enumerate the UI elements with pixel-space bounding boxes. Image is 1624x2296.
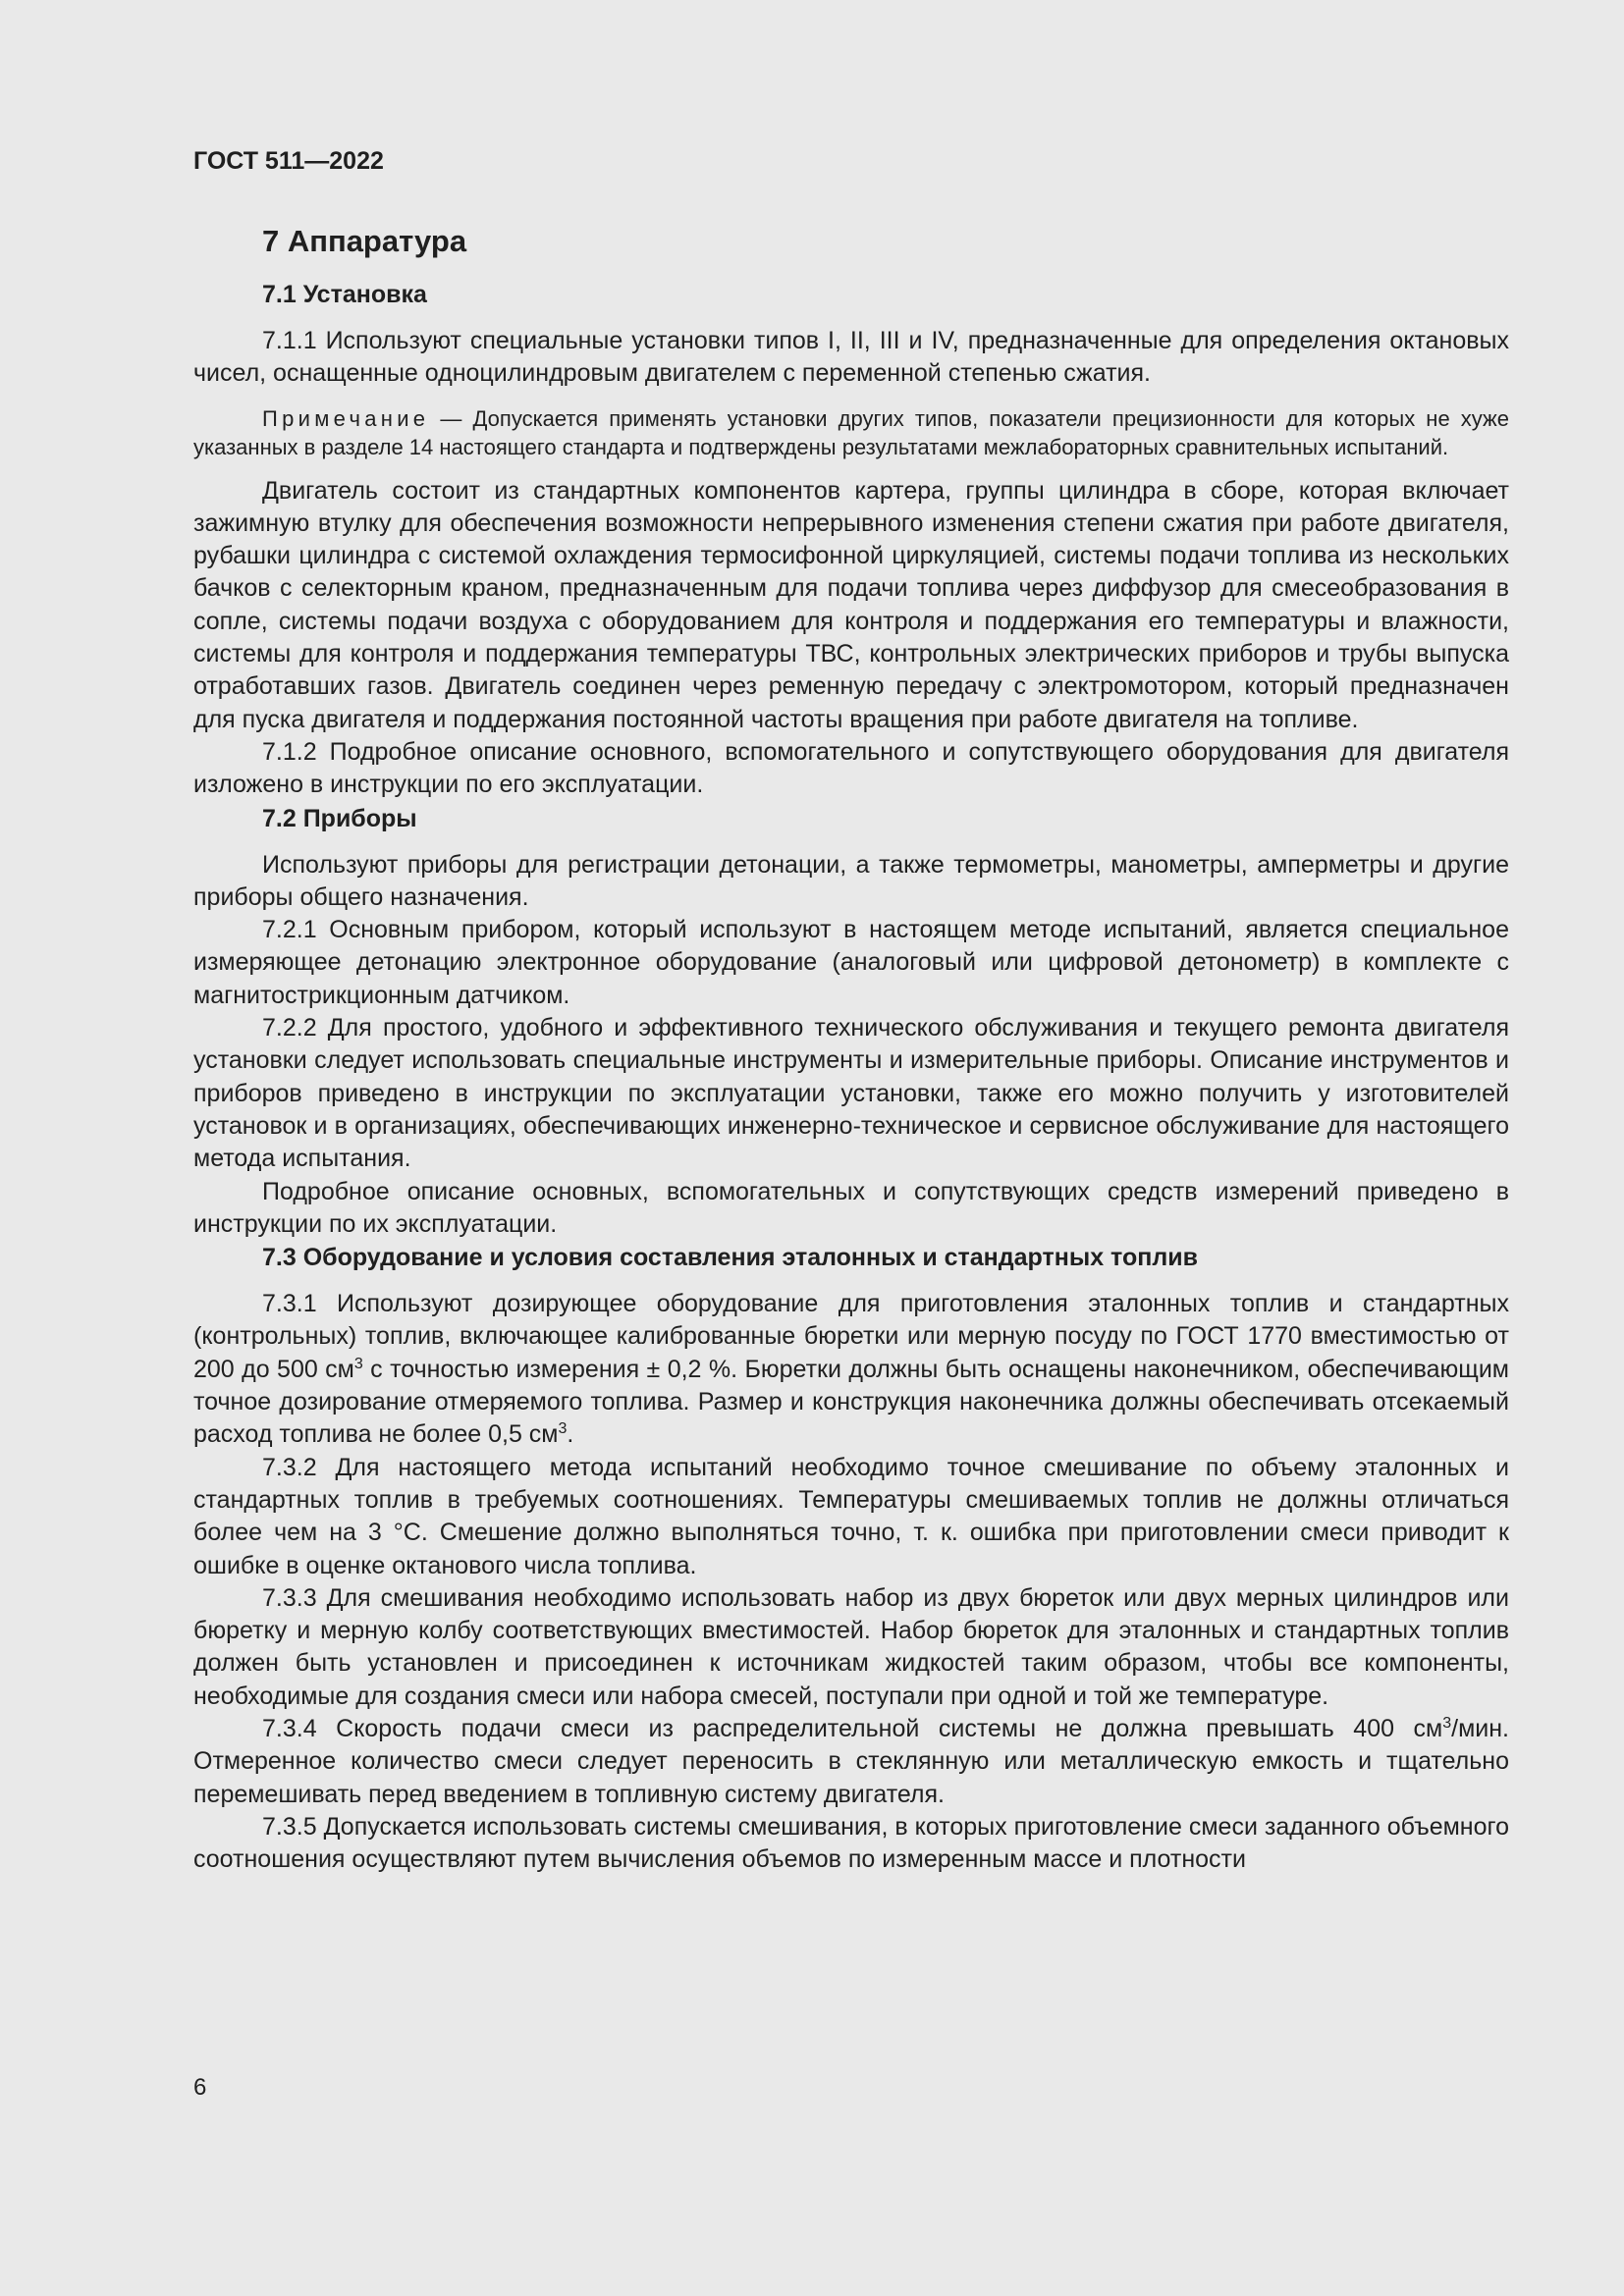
document-page [193, 145, 1509, 1876]
paragraph-7-3-3: 7.3.3 Для смешивания необходимо использовать набор из двух бюреток или двух мерных цилиндров или бюретку и мерную колбу соответствующих вместимостей. Набор бюреток для эталонных и стандартных топлив должен быть установлен и присоединен к источникам жидкостей таким образом, чтобы все компоненты, необходимые для создания смеси или набора смесей, поступали при одной и той же температуре. [193, 1583, 1509, 1710]
note-paragraph [193, 404, 1509, 461]
paragraph-7-3-1-part-a: 7.3.1 Используют дозирующее оборудование для приготовления эталонных топлив и стандартных (контрольных) топлив, включающее калиброванные бюретки или мерную посуду по ГОСТ 1770 вместимостью от 200 до 500 см [193, 1290, 1509, 1383]
paragraph-7-3-5: 7.3.5 Допускается использовать системы смешивания, в которых приготовление смеси заданного объемного соотношения осуществляют путем вычисления объемов по измеренным массе и плотности [193, 1812, 1509, 1874]
subsection-7-1-title: 7.1 Установка [262, 281, 427, 308]
paragraph-7-3-1-part-c: . [567, 1420, 574, 1449]
note-label: Примечание [262, 405, 430, 431]
subsection-7-2-title: 7.2 Приборы [262, 804, 417, 832]
paragraph-7-3-4-part-b: /мин. Отмеренное количество смеси следует переносить в стеклянную или металлическую емкость и тщательно перемешивать перед введением в топливную систему двигателя. [193, 1714, 1509, 1808]
paragraph-engine-description: Двигатель состоит из стандартных компонентов картера, группы цилиндра в сборе, которая включает зажимную втулку для обеспечения возможности непрерывного изменения степени сжатия при работе двигателя, рубашки цилиндра с системой охлаждения термосифонной циркуляцией, системы подачи топлива из нескольких бачков с селекторным краном, предназначенным для подачи топлива через диффузор для смесеобразования в сопле, системы подачи воздуха с оборудованием для контроля и поддержания его температуры и влажности, системы для контроля и поддержания температуры ТВС, контрольных электрических приборов и трубы выпуска отработавших газов. Двигатель соединен через ременную передачу с электромотором, который предназначен для пуска двигателя и поддержания постоянной частоты вращения при работе двигателя на топливе. [193, 476, 1509, 733]
paragraph-7-1-1: 7.1.1 Используют специальные установки типов I, II, III и IV, предназначенные для определения октановых чисел, оснащенные одноцилиндровым двигателем с переменной степенью сжатия. [193, 327, 1509, 388]
paragraph-7-2-2: 7.2.2 Для простого, удобного и эффективного технического обслуживания и текущего ремонта двигателя установки следует использовать специальные инструменты и измерительные приборы. Описание инструментов и приборов приведено в инструкции по эксплуатации установки, также его можно получить у изготовителей установок и в организациях, обеспечивающих инженерно-техническое и сервисное обслуживание для настоящего метода испытания. [193, 1014, 1509, 1173]
paragraph-7-3-1 [193, 1288, 1509, 1451]
paragraph-7-2-detail: Подробное описание основных, вспомогательных и сопутствующих средств измерений приведено в инструкции по их эксплуатации. [193, 1177, 1509, 1238]
paragraph-7-2-intro: Используют приборы для регистрации детонации, а также термометры, манометры, амперметры и другие приборы общего назначения. [193, 850, 1509, 911]
superscript-cubic: 3 [1442, 1714, 1452, 1732]
paragraph-7-3-4-part-a: 7.3.4 Скорость подачи смеси из распределительной системы не должна превышать 400 см [262, 1714, 1443, 1742]
paragraph-7-3-2: 7.3.2 Для настоящего метода испытаний необходимо точное смешивание по объему эталонных и стандартных топлив в требуемых соотношениях. Температуры смешиваемых топлив не должны отличаться более чем на 3 °С. Смешение должно выполняться точно, т. к. ошибка при приготовлении смеси приводит к ошибке в оценке октанового числа топлива. [193, 1453, 1509, 1579]
section-title: 7 Аппаратура [262, 224, 467, 258]
page-number: 6 [193, 2074, 207, 2101]
superscript-cubic: 3 [353, 1355, 363, 1372]
paragraph-7-1-2: 7.1.2 Подробное описание основного, вспомогательного и сопутствующего оборудования для двигателя изложено в инструкции по его эксплуатации. [193, 737, 1509, 799]
superscript-cubic: 3 [558, 1420, 568, 1438]
paragraph-7-3-4 [193, 1713, 1509, 1811]
paragraph-7-2-1: 7.2.1 Основным прибором, который используют в настоящем методе испытаний, является специальное измеряющее детонацию электронное оборудование (аналоговый или цифровой детонометр) в комплекте с магнитострикционным датчиком. [193, 916, 1509, 1009]
subsection-7-3-title: 7.3 Оборудование и условия составления эталонных и стандартных топлив [262, 1244, 1198, 1272]
paragraph-7-3-1-part-b: с точностью измерения ± 0,2 %. Бюретки должны быть оснащены наконечником, обеспечивающим точное дозирование отмеряемого топлива. Размер и конструкция наконечника должны обеспечивать отсекаемый расход топлива не более 0,5 см [193, 1355, 1509, 1449]
note-text: — Допускается применять установки других типов, показатели прецизионности для которых не хуже указанных в разделе 14 настоящего стандарта и подтверждены результатами межлабораторных сравнительных испытаний. [193, 405, 1509, 459]
document-id-header: ГОСТ 511—2022 [193, 147, 384, 175]
